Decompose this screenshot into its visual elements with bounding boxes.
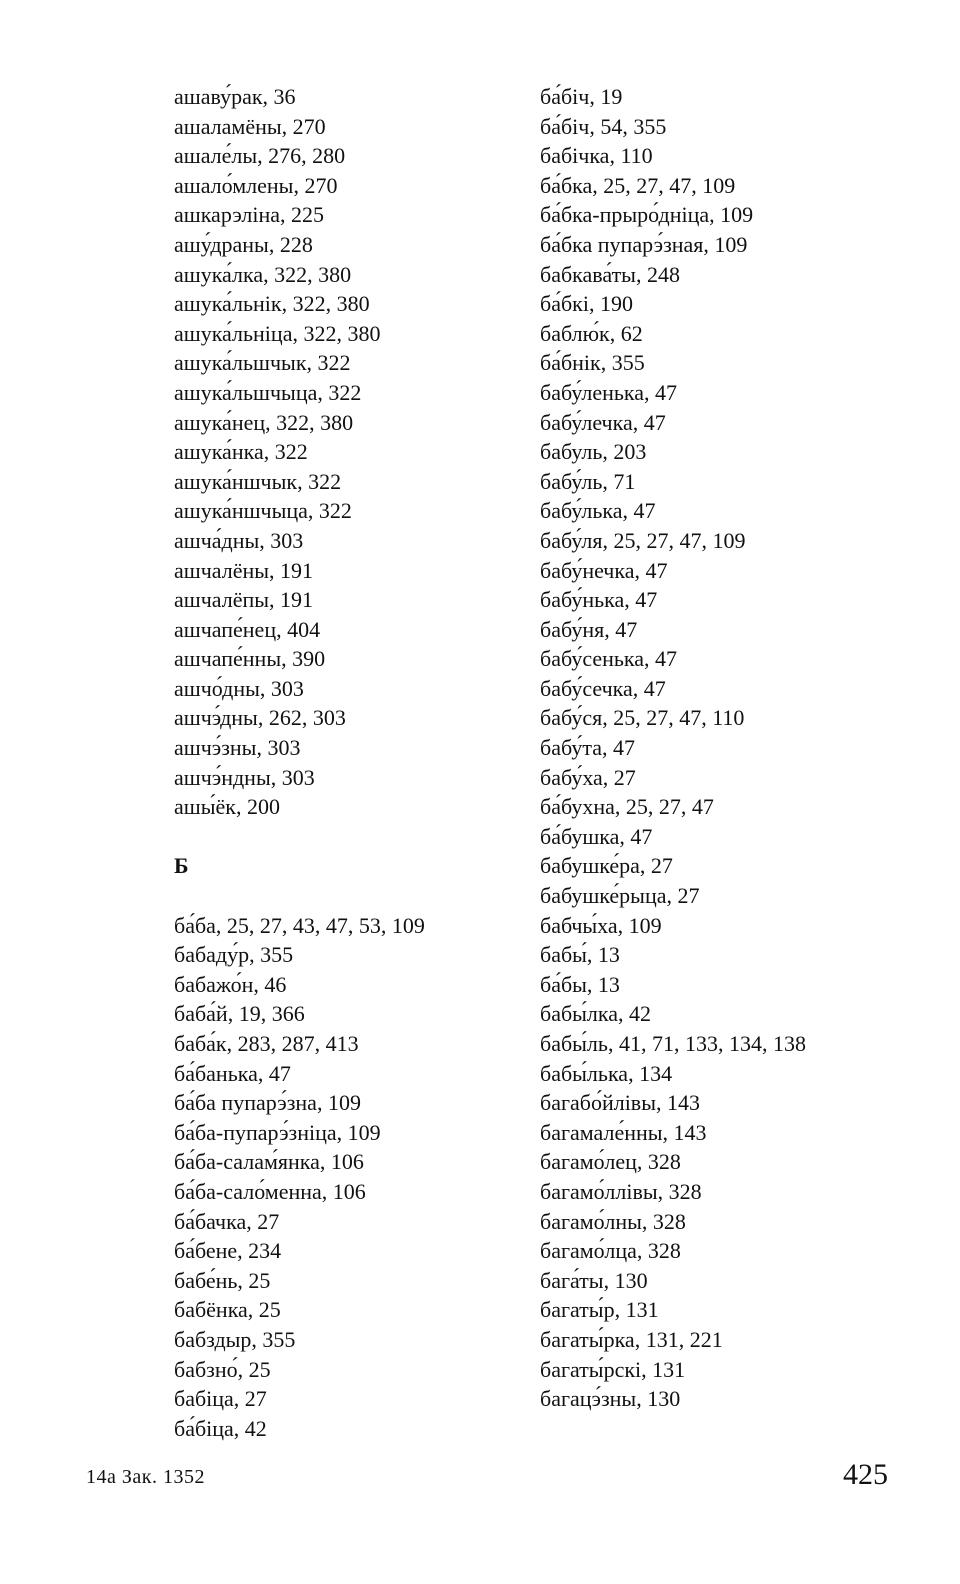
index-entry: бабу́ся, 25, 27, 47, 110	[540, 705, 745, 731]
index-entry: багамо́лны, 328	[540, 1208, 686, 1234]
index-entry: ашчэ́ндны, 303	[174, 764, 315, 790]
index-entry: ашука́льніца, 322, 380	[174, 320, 381, 346]
index-entry: бабе́нь, 25	[174, 1267, 271, 1293]
index-entry: бабы́, 13	[540, 942, 620, 968]
index-entry: бабу́лечка, 47	[540, 409, 666, 435]
index-entry: ашчэ́дны, 262, 303	[174, 705, 346, 731]
index-entry: бабу́ня, 47	[540, 616, 638, 642]
index-entry: багаты́р, 131	[540, 1297, 659, 1323]
index-entry: ба́бка пупарэ́зная, 109	[540, 231, 748, 257]
index-entry: ашука́нка, 322	[174, 439, 308, 465]
index-entry: ба́бы, 13	[540, 971, 620, 997]
index-entry: бабушке́ра, 27	[540, 853, 673, 879]
index-entry: ба́біч, 19	[540, 84, 623, 109]
index-entry: багаты́рка, 131, 221	[540, 1326, 723, 1352]
index-entry: багамо́лца, 328	[540, 1238, 681, 1264]
index-entry: бабу́ха, 27	[540, 764, 636, 790]
index-entry: ашука́льшчык, 322	[174, 350, 351, 376]
index-entry: ба́ба-салам́янка, 106	[174, 1149, 364, 1175]
index-entry: ба́ба-сало́менна, 106	[174, 1178, 366, 1204]
index-entry: бабічка, 110	[540, 143, 653, 169]
index-entry: ашука́нец, 322, 380	[174, 409, 354, 435]
index-entry: бабу́сечка, 47	[540, 675, 666, 701]
index-entry: баба́й, 19, 366	[174, 1001, 305, 1027]
section-heading: Б	[174, 853, 189, 879]
index-entry: ба́бкі, 190	[540, 291, 633, 317]
index-entry: бабіца, 27	[174, 1386, 267, 1412]
index-entry: бабу́ля, 25, 27, 47, 109	[540, 527, 746, 553]
index-entry: ашука́льшчыца, 322	[174, 379, 362, 405]
index-entry: багамо́ллівы, 328	[540, 1178, 702, 1204]
index-entry: ашча́дны, 303	[174, 527, 304, 553]
index-entry: бабы́ль, 41, 71, 133, 134, 138	[540, 1031, 806, 1056]
index-entry: ашчэ́зны, 303	[174, 735, 301, 761]
index-entry: ба́банька, 47	[174, 1060, 291, 1086]
index-entry: бабу́лька, 47	[540, 498, 656, 524]
index-entry: ашкарэліна, 225	[174, 202, 325, 228]
index-entry: ашаламёны, 270	[174, 113, 326, 139]
index-entry: ба́бене, 234	[174, 1238, 282, 1264]
index-entry: ба́ба пупарэ́зна, 109	[174, 1090, 361, 1116]
index-entry: багаты́рскі, 131	[540, 1356, 686, 1382]
index-entry: бабажо́н, 46	[174, 971, 287, 997]
left-column	[174, 82, 514, 1443]
index-entry: бабу́ленька, 47	[540, 379, 678, 405]
index-entry: бабы́лька, 134	[540, 1060, 673, 1086]
index-entry: ашчапе́нны, 390	[174, 646, 326, 672]
index-entry: бабы́лка, 42	[540, 1001, 652, 1027]
index-entry: ашука́ншчык, 322	[174, 468, 342, 494]
index-entry: ашаву́рак, 36	[174, 84, 296, 109]
index-entry: бабздыр, 355	[174, 1326, 296, 1352]
index-entry: ашы́ёк, 200	[174, 794, 280, 820]
index-entry: баблю́к, 62	[540, 320, 643, 346]
index-entry: ба́бка-прыро́дніца, 109	[540, 202, 754, 228]
index-entry: бабуль, 203	[540, 439, 647, 465]
index-entry: багабо́йлівы, 143	[540, 1090, 700, 1116]
index-entry: ба́бачка, 27	[174, 1208, 280, 1234]
section-spacer	[174, 881, 514, 911]
index-entry: ашука́ншчыца, 322	[174, 498, 352, 524]
index-entry: ба́ба-пупарэ́зніца, 109	[174, 1119, 381, 1145]
index-entry: багамо́лец, 328	[540, 1149, 681, 1175]
right-column	[540, 82, 940, 1414]
page-number: 425	[843, 1458, 888, 1491]
index-entry: ба́біч, 54, 355	[540, 113, 667, 139]
index-entry: ашале́лы, 276, 280	[174, 143, 346, 169]
index-entry: багацэ́зны, 130	[540, 1386, 681, 1412]
index-entry: бабу́нечка, 47	[540, 557, 668, 583]
index-entry: ашчо́дны, 303	[174, 675, 304, 701]
section-spacer	[174, 822, 514, 852]
index-entry: бабу́нька, 47	[540, 587, 658, 613]
index-entry: бабушке́рыца, 27	[540, 883, 700, 909]
index-entry: ба́бнік, 355	[540, 350, 645, 376]
index-entry: ашчалёны, 191	[174, 557, 314, 583]
index-entry: ба́бухна, 25, 27, 47	[540, 794, 714, 820]
index-entry: ба́ба, 25, 27, 43, 47, 53, 109	[174, 912, 425, 938]
index-entry: бабчы́ха, 109	[540, 912, 662, 938]
index-entry: ашу́драны, 228	[174, 231, 313, 257]
index-entry: бага́ты, 130	[540, 1267, 648, 1293]
index-entry: бабу́ль, 71	[540, 468, 636, 494]
index-entry: ба́біца, 42	[174, 1415, 267, 1441]
index-entry: ашчалёпы, 191	[174, 587, 314, 613]
index-entry: баба́к, 283, 287, 413	[174, 1031, 359, 1056]
index-entry: бабзно́, 25	[174, 1356, 271, 1382]
index-entry: багамале́нны, 143	[540, 1119, 707, 1145]
index-entry: ашало́млены, 270	[174, 172, 338, 198]
index-entry: бабу́та, 47	[540, 735, 635, 761]
index-entry: ба́бушка, 47	[540, 823, 653, 849]
printer-signature: 14а Зак. 1352	[86, 1466, 205, 1488]
index-entry: бабкава́ты, 248	[540, 261, 680, 287]
index-entry: бабаду́р, 355	[174, 942, 294, 968]
index-entry: бабу́сенька, 47	[540, 646, 678, 672]
index-entry: бабёнка, 25	[174, 1297, 281, 1323]
index-entry: ба́бка, 25, 27, 47, 109	[540, 172, 736, 198]
index-entry: ашука́лка, 322, 380	[174, 261, 352, 287]
index-entry: ашчапе́нец, 404	[174, 616, 321, 642]
index-entry: ашука́льнік, 322, 380	[174, 291, 370, 317]
